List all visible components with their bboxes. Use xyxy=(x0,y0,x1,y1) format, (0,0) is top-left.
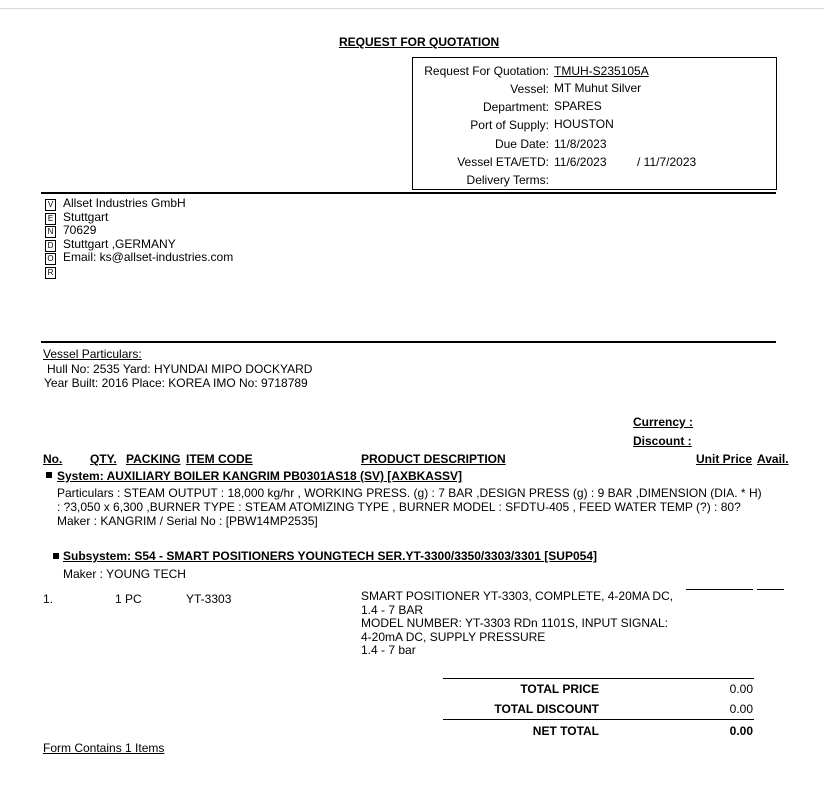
item-description-line: SMART POSITIONER YT-3303, COMPLETE, 4-20MA DC, xyxy=(361,589,674,603)
form-item-count-note: Form Contains 1 Items xyxy=(43,741,165,755)
rfq-number-value[interactable]: TMUH-S235105A xyxy=(554,64,649,78)
net-total-rule xyxy=(443,719,754,720)
vendor-name: Allset Industries GmbH xyxy=(63,196,186,210)
vendor-zip: 70629 xyxy=(63,223,97,237)
rfq-number-label: Request For Quotation: xyxy=(424,64,549,78)
system-title: System: AUXILIARY BOILER KANGRIM PB0301AS18 (SV) [AXBKASSV] xyxy=(57,469,462,483)
total-discount-value: 0.00 xyxy=(729,702,753,716)
column-header-avail: Avail. xyxy=(757,452,789,466)
totals-top-rule xyxy=(443,678,754,679)
total-price-label: TOTAL PRICE xyxy=(520,682,599,696)
subsystem-maker-line: Maker : YOUNG TECH xyxy=(63,567,186,581)
vendor-strip-char: E xyxy=(45,213,56,225)
total-discount-label: TOTAL DISCOUNT xyxy=(494,702,599,716)
system-particulars-line-2: : ?3,050 x 6,300 ,BURNER TYPE : STEAM ATOMIZING TYPE , BURNER MODEL : SFDTU-405 , FEED WATER TEMP (?) : 80? xyxy=(57,500,741,514)
discount-label: Discount : xyxy=(633,434,692,448)
vendor-strip-char: D xyxy=(45,240,56,252)
port-of-supply-value: HOUSTON xyxy=(554,117,614,131)
top-edge-line xyxy=(0,0,824,9)
department-value: SPARES xyxy=(554,99,602,113)
vessel-eta-etd-label: Vessel ETA/ETD: xyxy=(457,155,549,169)
due-date-value: 11/8/2023 xyxy=(554,137,607,151)
vendor-vertical-label xyxy=(45,199,58,280)
department-label: Department: xyxy=(482,100,549,114)
net-total-label: NET TOTAL xyxy=(532,724,599,738)
vendor-city: Stuttgart xyxy=(63,209,109,224)
column-header-no: No. xyxy=(43,452,63,466)
port-of-supply-label: Port of Supply: xyxy=(470,118,549,132)
total-price-value: 0.00 xyxy=(729,682,753,696)
vessel-particulars-line-1: Hull No: 2535 Yard: HYUNDAI MIPO DOCKYARD xyxy=(47,362,313,376)
column-header-packing: PACKING xyxy=(126,452,181,466)
vessel-etd-value: / 11/7/2023 xyxy=(637,155,697,169)
currency-label: Currency : xyxy=(633,415,694,429)
item-code: YT-3303 xyxy=(186,592,232,606)
vendor-email[interactable]: Email: ks@allset-industries.com xyxy=(63,250,234,264)
vendor-strip-char: R xyxy=(45,267,56,279)
item-description-line: 1.4 - 7 bar xyxy=(361,643,416,657)
vessel-value: MT Muhut Silver xyxy=(554,81,642,95)
unit-price-entry-line[interactable] xyxy=(686,589,753,590)
subsystem-title: Subsystem: S54 - SMART POSITIONERS YOUNGTECH SER.YT-3300/3350/3303/3301 [SUP054] xyxy=(63,549,597,563)
system-bullet-icon xyxy=(46,472,52,478)
subsystem-bullet-icon xyxy=(53,553,59,559)
column-header-qty: QTY. xyxy=(90,452,117,466)
vessel-particulars-top-rule xyxy=(41,341,776,343)
item-description xyxy=(361,590,673,658)
column-header-item-code: ITEM CODE xyxy=(186,452,253,466)
vendor-top-rule xyxy=(41,192,776,194)
item-description-line: 1.4 - 7 BAR xyxy=(361,602,424,617)
vendor-strip-char: O xyxy=(45,253,56,265)
vendor-city-country: Stuttgart ,GERMANY xyxy=(63,236,176,251)
vendor-strip-char: V xyxy=(45,199,56,211)
delivery-terms-label: Delivery Terms: xyxy=(466,173,549,187)
item-description-line: MODEL NUMBER: YT-3303 RDn 1101S, INPUT SIGNAL: xyxy=(361,616,668,630)
item-no: 1. xyxy=(43,592,54,606)
due-date-label: Due Date: xyxy=(494,137,549,151)
column-header-unit-price: Unit Price xyxy=(696,452,753,466)
vendor-address xyxy=(63,197,233,265)
column-header-product-description: PRODUCT DESCRIPTION xyxy=(361,452,506,466)
system-particulars-line-1: Particulars : STEAM OUTPUT : 18,000 kg/hr , WORKING PRESS. (g) : 7 BAR ,DESIGN PRESS (g) : 9 BAR ,DIMENSION (DIA. * H) xyxy=(57,486,762,500)
vessel-label: Vessel: xyxy=(510,82,549,96)
net-total-value: 0.00 xyxy=(729,724,753,738)
avail-entry-line[interactable] xyxy=(757,589,784,590)
vessel-particulars-heading: Vessel Particulars: xyxy=(43,347,142,361)
vendor-strip-char: N xyxy=(45,226,56,238)
vessel-particulars-line-2: Year Built: 2016 Place: KOREA IMO No: 9718789 xyxy=(44,376,308,390)
rfq-info-box xyxy=(412,57,777,190)
vessel-eta-value: 11/6/2023 xyxy=(554,155,607,169)
item-qty: 1 PC xyxy=(115,592,142,606)
item-description-line: 4-20mA DC, SUPPLY PRESSURE xyxy=(361,629,546,644)
document-title: REQUEST FOR QUOTATION xyxy=(339,35,500,49)
system-maker-line: Maker : KANGRIM / Serial No : [PBW14MP2535] xyxy=(57,514,318,528)
